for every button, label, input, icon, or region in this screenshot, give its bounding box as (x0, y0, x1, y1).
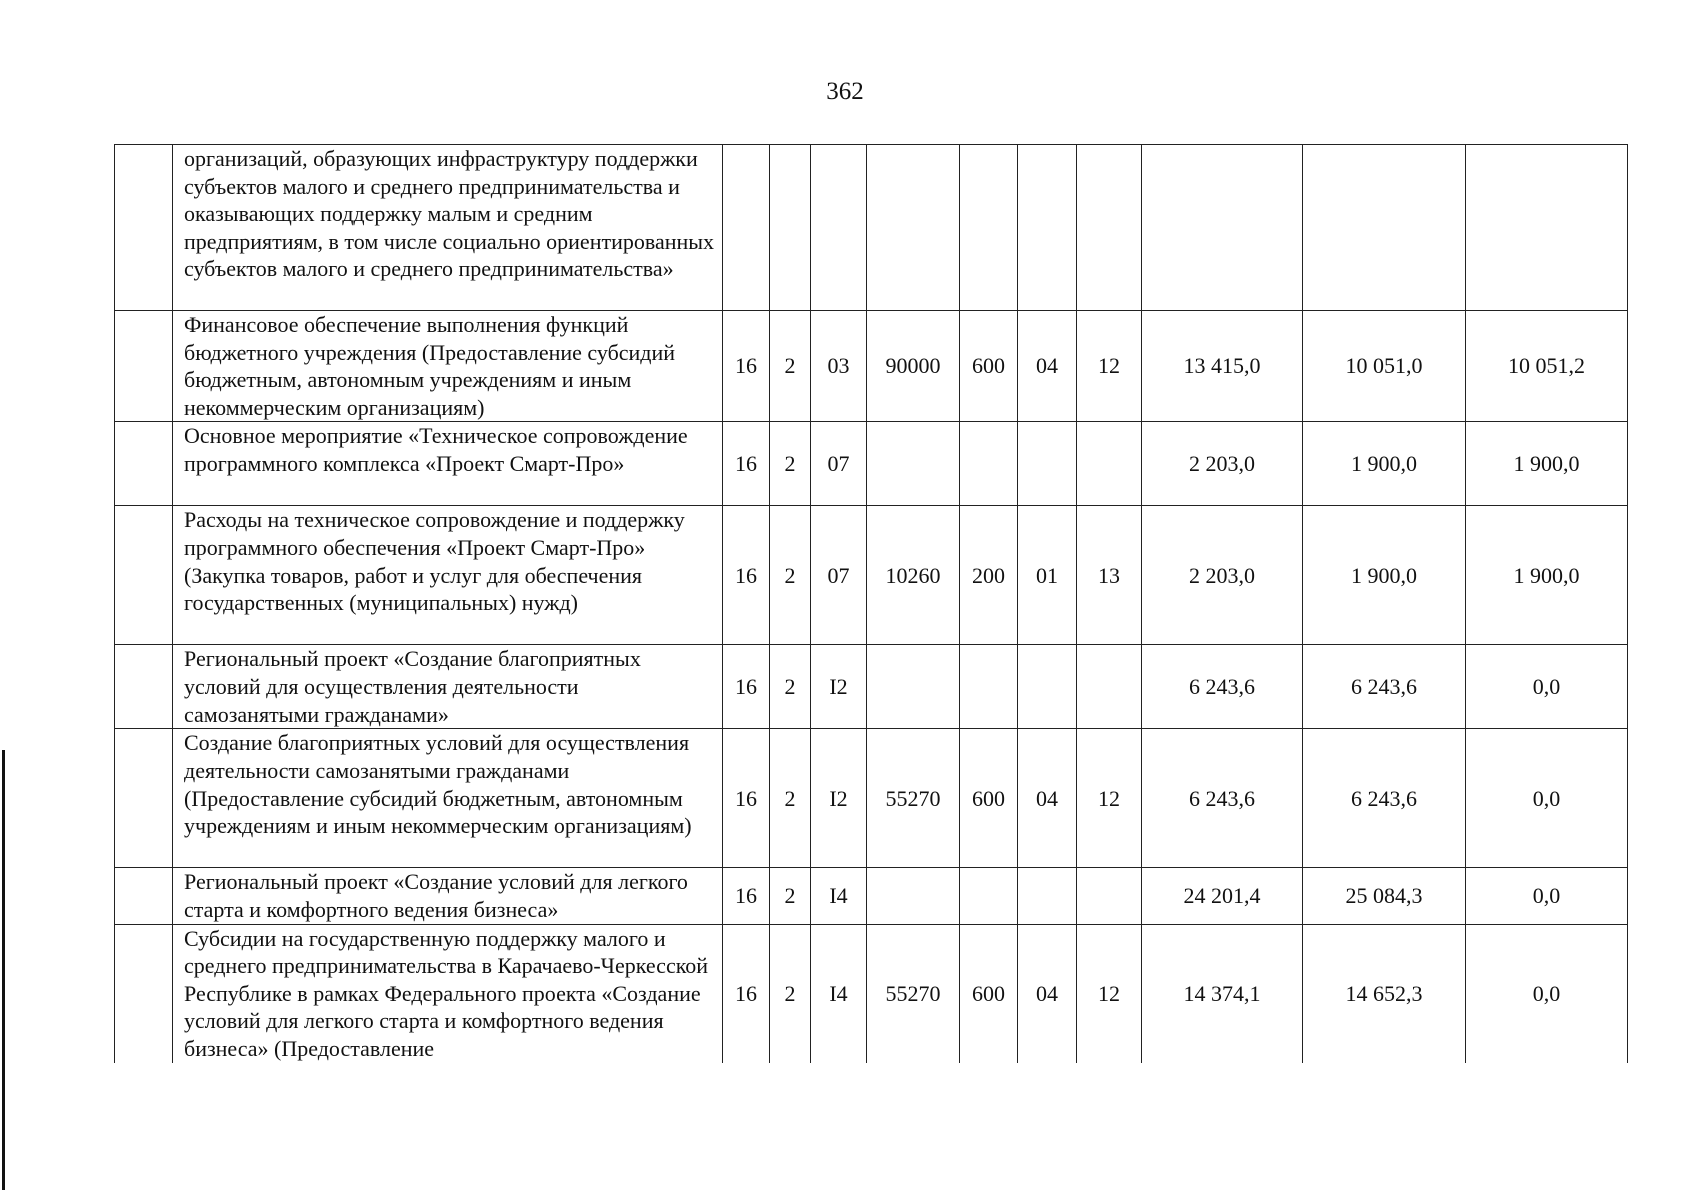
code-gr-cell: 16 (723, 868, 770, 924)
table-row (115, 645, 1628, 729)
table-row (115, 924, 1628, 1063)
code-rz-cell: 01 (1018, 506, 1077, 645)
amount-year3-cell: 0,0 (1466, 645, 1628, 729)
amount-year1-cell: 6 243,6 (1142, 645, 1303, 729)
code-osm-cell: 07 (811, 422, 867, 506)
amount-year2-cell (1303, 145, 1466, 311)
code-rz-cell: 04 (1018, 729, 1077, 868)
amount-year3-cell: 10 051,2 (1466, 311, 1628, 422)
row-number-cell (115, 422, 173, 506)
code-pr-cell: 13 (1077, 506, 1142, 645)
code-gr-cell: 16 (723, 311, 770, 422)
amount-year1-cell: 14 374,1 (1142, 924, 1303, 1063)
code-pp-cell: 2 (770, 924, 811, 1063)
row-name-cell: Субсидии на государственную поддержку малого и среднего предпринимательства в Карачаево-Черкесской Республике в рамках Федерального проекта «Создание условий для легкого старта и комфортного ведения бизнеса» (Предоставление (173, 924, 723, 1063)
amount-year2-cell: 1 900,0 (1303, 422, 1466, 506)
code-pr-cell: 12 (1077, 924, 1142, 1063)
code-vr-cell (960, 645, 1018, 729)
code-dir-cell (867, 868, 960, 924)
row-number-cell (115, 868, 173, 924)
code-rz-cell (1018, 645, 1077, 729)
table-row (115, 311, 1628, 422)
amount-year2-cell: 1 900,0 (1303, 506, 1466, 645)
code-gr-cell: 16 (723, 645, 770, 729)
code-osm-cell: I4 (811, 868, 867, 924)
code-pr-cell: 12 (1077, 729, 1142, 868)
amount-year3-cell: 0,0 (1466, 924, 1628, 1063)
amount-year2-cell: 25 084,3 (1303, 868, 1466, 924)
code-rz-cell (1018, 422, 1077, 506)
code-rz-cell (1018, 868, 1077, 924)
code-dir-cell: 90000 (867, 311, 960, 422)
row-number-cell (115, 145, 173, 311)
row-name-cell: Региональный проект «Создание условий для легкого старта и комфортного ведения бизнеса» (173, 868, 723, 924)
row-name-cell: Финансовое обеспечение выполнения функций бюджетного учреждения (Предоставление субсидий бюджетным, автономным учреждениям и иным некоммерческим организациям) (173, 311, 723, 422)
amount-year1-cell: 24 201,4 (1142, 868, 1303, 924)
row-name-cell: Основное мероприятие «Техническое сопровождение программного комплекса «Проект Смарт-Про» (173, 422, 723, 506)
code-dir-cell (867, 645, 960, 729)
table-row (115, 145, 1628, 311)
code-osm-cell: I2 (811, 645, 867, 729)
code-rz-cell: 04 (1018, 924, 1077, 1063)
code-pr-cell (1077, 422, 1142, 506)
row-number-cell (115, 729, 173, 868)
code-pp-cell (770, 145, 811, 311)
code-dir-cell: 55270 (867, 924, 960, 1063)
scan-edge-mark (2, 750, 5, 1190)
code-osm-cell (811, 145, 867, 311)
code-pr-cell (1077, 645, 1142, 729)
amount-year2-cell: 6 243,6 (1303, 729, 1466, 868)
row-number-cell (115, 311, 173, 422)
code-vr-cell: 600 (960, 924, 1018, 1063)
amount-year1-cell: 2 203,0 (1142, 506, 1303, 645)
code-pr-cell (1077, 868, 1142, 924)
amount-year1-cell (1142, 145, 1303, 311)
amount-year3-cell: 0,0 (1466, 729, 1628, 868)
code-pp-cell: 2 (770, 868, 811, 924)
row-name-cell: Расходы на техническое сопровождение и поддержку программного обеспечения «Проект Смарт-Про» (Закупка товаров, работ и услуг для обеспечения государственных (муниципальных) нужд) (173, 506, 723, 645)
code-gr-cell: 16 (723, 729, 770, 868)
code-pr-cell (1077, 145, 1142, 311)
code-pp-cell: 2 (770, 311, 811, 422)
row-name-cell: Создание благоприятных условий для осуществления деятельности самозанятыми гражданами (Предоставление субсидий бюджетным, автономным учреждениям и иным некоммерческим организациям) (173, 729, 723, 868)
row-name-cell: Региональный проект «Создание благоприятных условий для осуществления деятельности самозанятыми гражданами» (173, 645, 723, 729)
code-pr-cell: 12 (1077, 311, 1142, 422)
code-pp-cell: 2 (770, 422, 811, 506)
amount-year3-cell (1466, 145, 1628, 311)
table-row (115, 868, 1628, 924)
amount-year2-cell: 10 051,0 (1303, 311, 1466, 422)
row-number-cell (115, 506, 173, 645)
code-dir-cell (867, 145, 960, 311)
code-vr-cell: 600 (960, 311, 1018, 422)
amount-year2-cell: 6 243,6 (1303, 645, 1466, 729)
amount-year3-cell: 1 900,0 (1466, 422, 1628, 506)
row-number-cell (115, 924, 173, 1063)
code-osm-cell: 07 (811, 506, 867, 645)
code-vr-cell: 600 (960, 729, 1018, 868)
table-body (115, 145, 1628, 1064)
amount-year3-cell: 0,0 (1466, 868, 1628, 924)
table-row (115, 506, 1628, 645)
amount-year1-cell: 13 415,0 (1142, 311, 1303, 422)
code-vr-cell (960, 868, 1018, 924)
row-number-cell (115, 645, 173, 729)
code-pp-cell: 2 (770, 729, 811, 868)
amount-year1-cell: 6 243,6 (1142, 729, 1303, 868)
code-osm-cell: I4 (811, 924, 867, 1063)
code-rz-cell: 04 (1018, 311, 1077, 422)
amount-year1-cell: 2 203,0 (1142, 422, 1303, 506)
row-name-cell: организаций, образующих инфраструктуру поддержки субъектов малого и среднего предпринимательства и оказывающих поддержку малым и средним предприятиям, в том числе социально ориентированных субъектов малого и среднего предпринимательства» (173, 145, 723, 311)
code-osm-cell: 03 (811, 311, 867, 422)
code-dir-cell (867, 422, 960, 506)
table-row (115, 422, 1628, 506)
code-osm-cell: I2 (811, 729, 867, 868)
code-vr-cell: 200 (960, 506, 1018, 645)
budget-table (114, 144, 1628, 1063)
code-gr-cell: 16 (723, 422, 770, 506)
page-number: 362 (826, 78, 864, 105)
code-dir-cell: 55270 (867, 729, 960, 868)
code-vr-cell (960, 145, 1018, 311)
code-gr-cell (723, 145, 770, 311)
code-pp-cell: 2 (770, 506, 811, 645)
code-gr-cell: 16 (723, 924, 770, 1063)
amount-year3-cell: 1 900,0 (1466, 506, 1628, 645)
code-gr-cell: 16 (723, 506, 770, 645)
code-vr-cell (960, 422, 1018, 506)
code-dir-cell: 10260 (867, 506, 960, 645)
table-row (115, 729, 1628, 868)
code-rz-cell (1018, 145, 1077, 311)
code-pp-cell: 2 (770, 645, 811, 729)
amount-year2-cell: 14 652,3 (1303, 924, 1466, 1063)
